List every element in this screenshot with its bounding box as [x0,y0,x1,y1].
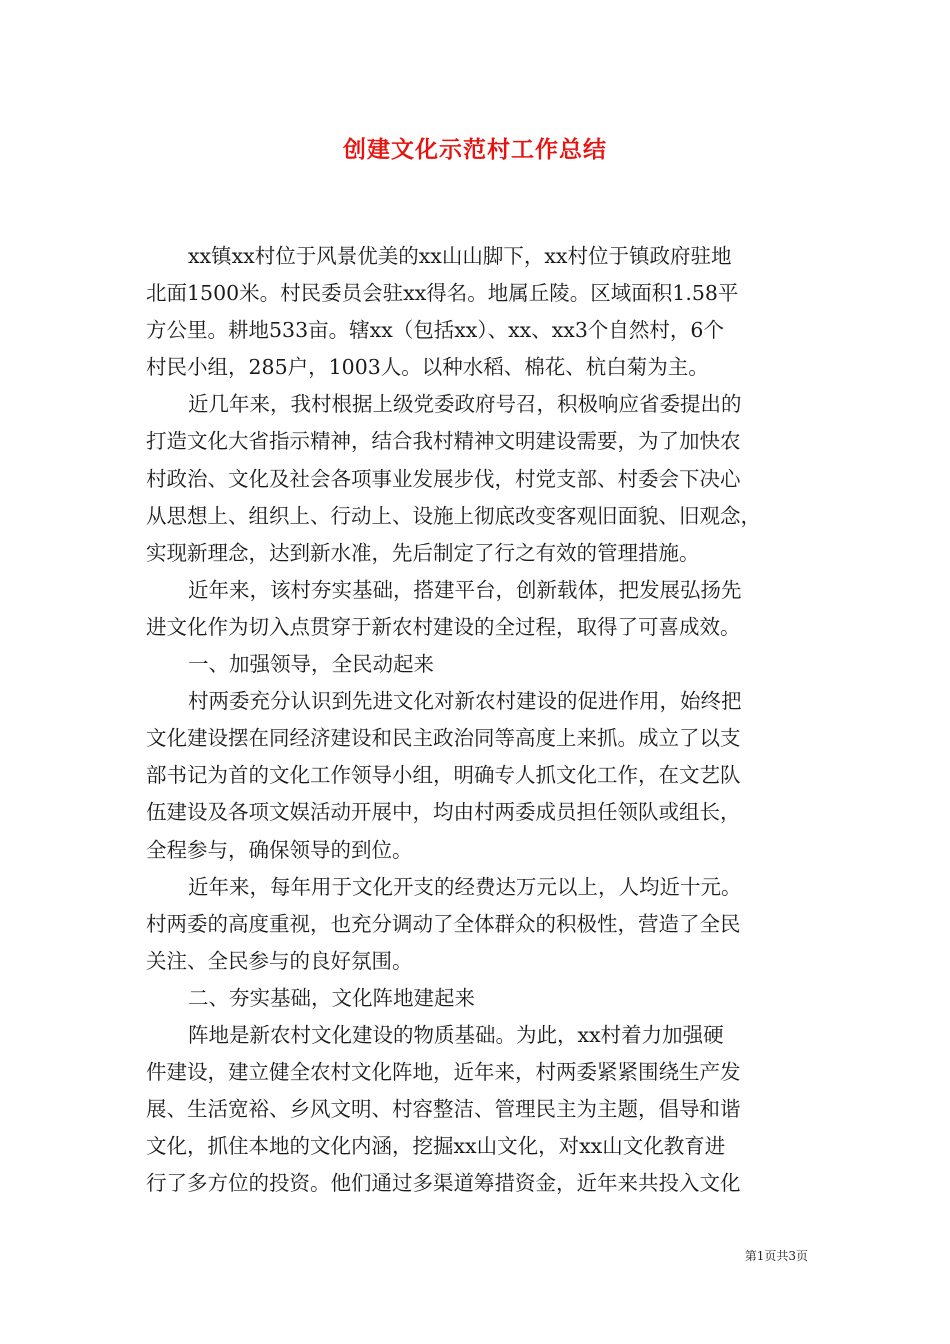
body-line: 从思想上、组织上、行动上、设施上彻底改变客观旧面貌、旧观念， [146,503,761,528]
body-line: 进文化作为切入点贯穿于新农村建设的全过程，取得了可喜成效。 [146,614,741,639]
body-line: 近年来，每年用于文化开支的经费达万元以上，人均近十元。 [188,874,742,899]
body-line: xx镇xx村位于风景优美的xx山山脚下，xx村位于镇政府驻地 [188,244,732,268]
body-line: 村民小组，285户，1003人。以种水稻、棉花、杭白菊为主。 [146,355,709,380]
body-line: 村两委的高度重视，也充分调动了全体群众的积极性，营造了全民 [146,911,741,936]
body-line: 实现新理念，达到新水准，先后制定了行之有效的管理措施。 [146,540,700,565]
body-line: 打造文化大省指示精神，结合我村精神文明建设需要，为了加快农 [146,429,741,454]
body-line: 伍建设及各项文娱活动开展中，均由村两委成员担任领队或组长， [146,800,741,825]
body-line: 部书记为首的文化工作领导小组，明确专人抓文化工作，在文艺队 [146,763,741,788]
body-line: 近几年来，我村根据上级党委政府号召，积极响应省委提出的 [188,392,742,417]
body-line: 村两委充分认识到先进文化对新农村建设的促进作用，始终把 [188,689,742,714]
body-line: 方公里。耕地533亩。辖xx（包括xx）、xx、xx3个自然村，6个 [146,318,724,343]
section-heading: 二、夯实基础，文化阵地建起来 [188,985,475,1010]
body-line: 北面1500米。村民委员会驻xx得名。地属丘陵。区域面积1.58平 [146,281,739,306]
document-title: 创建文化示范村工作总结 [343,136,607,163]
body-line: 村政治、文化及社会各项事业发展步伐，村党支部、村委会下决心 [146,466,741,491]
body-line: 关注、全民参与的良好氛围。 [146,948,413,973]
body-line: 件建设，建立健全农村文化阵地，近年来，村两委紧紧围绕生产发 [146,1060,741,1085]
page-number: 第1页共3页 [744,1249,808,1263]
document-body [146,238,806,1202]
body-line: 文化建设摆在同经济建设和民主政治同等高度上来抓。成立了以支 [146,726,741,751]
body-line: 行了多方位的投资。他们通过多渠道筹措资金，近年来共投入文化 [146,1171,741,1196]
body-line: 阵地是新农村文化建设的物质基础。为此，xx村着力加强硬 [188,1022,724,1047]
body-line: 展、生活宽裕、乡风文明、村容整洁、管理民主为主题，倡导和谐 [146,1097,741,1122]
section-heading: 一、加强领导，全民动起来 [188,652,434,677]
body-line: 近年来，该村夯实基础，搭建平台，创新载体，把发展弘扬先 [188,577,742,602]
body-line: 文化，抓住本地的文化内涵，挖掘xx山文化，对xx山文化教育进 [146,1134,726,1159]
body-line: 全程参与，确保领导的到位。 [146,837,413,862]
